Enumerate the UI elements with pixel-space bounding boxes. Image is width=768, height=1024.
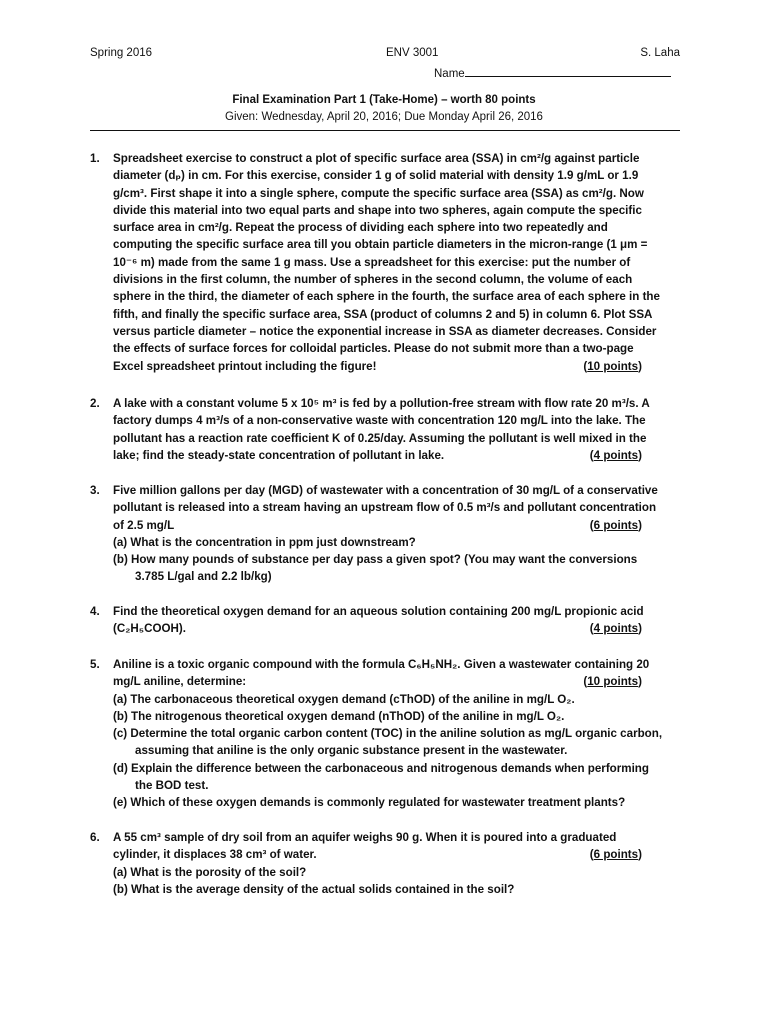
question-part: (a) What is the concentration in ppm just downstream? xyxy=(113,535,416,549)
question-part: (a) What is the porosity of the soil? xyxy=(113,865,307,879)
name-label: Name xyxy=(434,68,465,80)
question-line: computing the specific surface area till you obtain particle diameters in the micron-range (1 μm = xyxy=(113,238,648,252)
question-6 xyxy=(90,829,642,898)
question-line-last: cylinder, it displaces 38 cm³ of water. (6 points) xyxy=(90,846,642,863)
question-line: pollutant has a reaction rate coefficient K of 0.25/day. Assuming the pollutant is well mixed in the xyxy=(113,431,647,445)
question-1 xyxy=(90,150,660,375)
question-4 xyxy=(90,603,642,638)
header-divider xyxy=(90,130,680,131)
question-line: surface area in cm²/g. Repeat the process of dividing each sphere into two repeatedly and xyxy=(113,221,608,235)
points-label: (10 points) xyxy=(583,359,642,373)
question-line-last: lake; find the steady-state concentration of pollutant in lake. (4 points) xyxy=(90,447,642,464)
question-line-last: of 2.5 mg/L (6 points) xyxy=(90,517,642,534)
question-part: (b) The nitrogenous theoretical oxygen demand (nThOD) of the aniline in mg/L O₂. xyxy=(113,709,565,723)
question-line: divisions in the first column, the number of spheres in the second column, the volume of each xyxy=(113,273,633,287)
question-part-continued: 3.785 L/gal and 2.2 lb/kg) xyxy=(135,570,272,584)
question-part-continued: assuming that aniline is the only organic substance present in the wastewater. xyxy=(135,744,568,758)
question-line: diameter (dₚ) in cm. For this exercise, consider 1 g of solid material with density 1.9 g/mL or 1.9 xyxy=(113,169,639,183)
question-part: (e) Which of these oxygen demands is commonly regulated for wastewater treatment plants? xyxy=(113,796,626,810)
points-label: (10 points) xyxy=(583,675,642,689)
question-line: divide this material into two equal parts and shape into two spheres, again compute the specific xyxy=(113,203,642,217)
question-part: (c) Determine the total organic carbon content (TOC) in the aniline solution as mg/L organic carbon, xyxy=(113,727,663,741)
student-name-field xyxy=(434,65,671,80)
question-number: 6. xyxy=(90,831,100,844)
question-line: Five million gallons per day (MGD) of wastewater with a concentration of 30 mg/L of a conservative xyxy=(113,484,658,497)
question-number: 1. xyxy=(90,152,100,165)
question-part: (a) The carbonaceous theoretical oxygen demand (cThOD) of the aniline in mg/L O₂. xyxy=(113,692,575,706)
points-label: (4 points) xyxy=(589,622,642,636)
question-line: A lake with a constant volume 5 x 10⁵ m³ is fed by a pollution-free stream with flow rate 20 m³/s. A xyxy=(113,397,650,410)
question-line: factory dumps 4 m³/s of a non-conservative waste with concentration 120 mg/L into the lake. The xyxy=(113,414,646,428)
question-line: fifth, and finally the specific surface area, SSA (product of columns 2 and 5) in column 6. Plot SSA xyxy=(113,307,653,321)
term-label: Spring 2016 xyxy=(90,47,153,59)
question-3 xyxy=(90,482,658,586)
page-header xyxy=(90,47,680,63)
instructor-name: S. Laha xyxy=(640,47,680,59)
question-line-last: Excel spreadsheet printout including the figure! (10 points) xyxy=(90,358,642,375)
name-blank-line xyxy=(465,65,671,77)
question-line-last: mg/L aniline, determine: (10 points) xyxy=(90,673,642,690)
question-line: 10⁻⁶ m) made from the same 1 g mass. Use a spreadsheet for this exercise: put the number of xyxy=(113,255,631,269)
question-line-last: (C₂H₅COOH). (4 points) xyxy=(90,620,642,637)
question-line: the effects of surface forces for colloidal particles. Please do not submit more than a two-page xyxy=(113,342,634,356)
question-5 xyxy=(90,656,663,812)
question-line: g/cm³. First shape it into a single sphere, compute the specific surface area (SSA) as cm²/g. Now xyxy=(113,186,644,200)
points-label: (6 points) xyxy=(589,518,642,532)
question-part: (d) Explain the difference between the carbonaceous and nitrogenous demands when performing xyxy=(113,761,649,775)
question-line: Spreadsheet exercise to construct a plot of specific surface area (SSA) in cm²/g against particle xyxy=(113,152,640,165)
question-number: 2. xyxy=(90,397,100,410)
points-label: (4 points) xyxy=(589,448,642,462)
question-line: A 55 cm³ sample of dry soil from an aquifer weighs 90 g. When it is poured into a graduated xyxy=(113,831,617,844)
question-2 xyxy=(90,395,650,464)
question-line: versus particle diameter – notice the exponential increase in SSA as diameter decreases. Consider xyxy=(113,324,657,338)
question-line: sphere in the third, the diameter of each sphere in the fourth, the surface area of each sphere in the xyxy=(113,290,660,304)
question-part: (b) What is the average density of the actual solids contained in the soil? xyxy=(113,882,515,896)
question-part: (b) How many pounds of substance per day pass a given spot? (You may want the conversions xyxy=(113,553,638,567)
question-number: 4. xyxy=(90,605,100,618)
question-line: pollutant is released into a stream having an upstream flow of 0.5 m³/s and pollutant concentration xyxy=(113,501,657,515)
course-code: ENV 3001 xyxy=(386,47,439,59)
question-number: 3. xyxy=(90,484,100,497)
question-part-continued: the BOD test. xyxy=(135,779,209,793)
question-number: 5. xyxy=(90,658,100,671)
question-line: Aniline is a toxic organic compound with the formula C₆H₅NH₂. Given a wastewater containing 20 xyxy=(113,658,650,671)
exam-dates: Given: Wednesday, April 20, 2016; Due Monday April 26, 2016 xyxy=(225,111,543,123)
question-line: Find the theoretical oxygen demand for an aqueous solution containing 200 mg/L propionic acid xyxy=(113,605,644,618)
points-label: (6 points) xyxy=(589,848,642,862)
exam-title: Final Examination Part 1 (Take-Home) – worth 80 points xyxy=(232,94,536,106)
